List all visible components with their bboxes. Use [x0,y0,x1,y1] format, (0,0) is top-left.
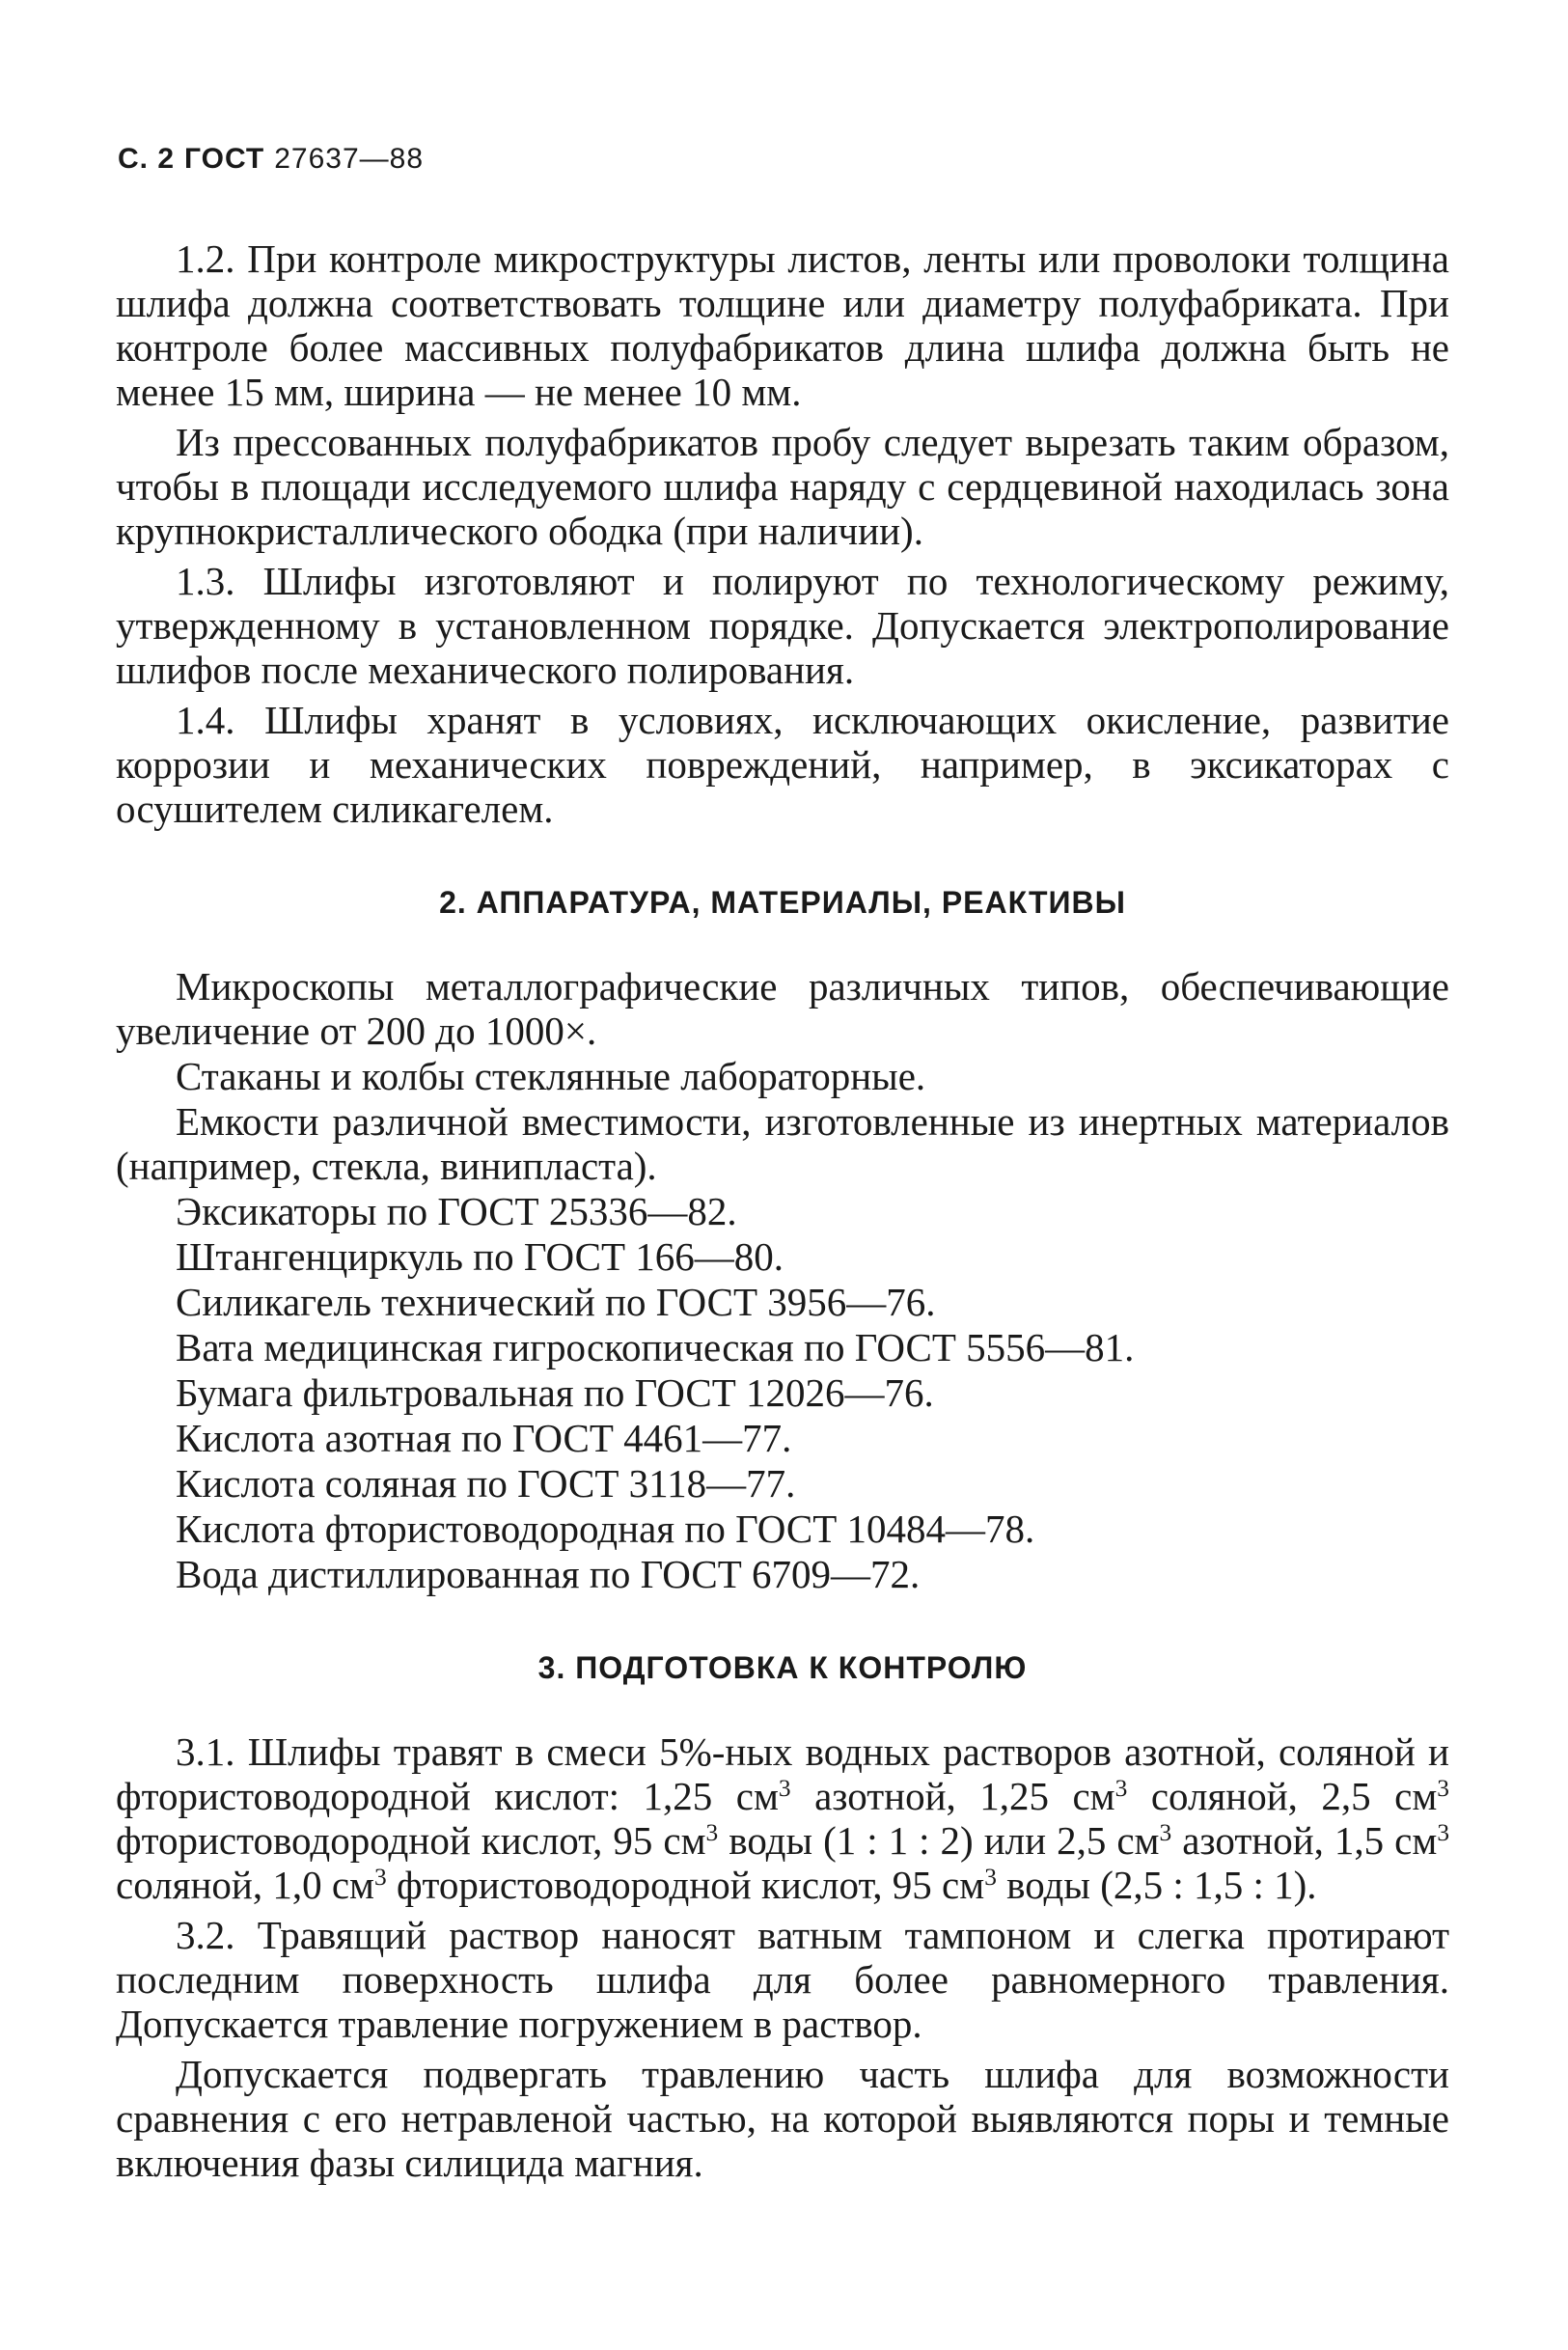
list-item: Кислота фтористоводородная по ГОСТ 10484—78. [176,1507,1035,1551]
paragraph-1-2: 1.2. При контроле микроструктуры листов, ленты или проволоки толщина шлифа должна соответствовать толщине или диаметру полуфабриката. При контроле более массивных полуфабрикатов длина шлифа должна быть не менее 15 мм, ширина — не менее 10 мм. [116,236,1449,414]
paragraph-3-1: 3.1. Шлифы травят в смеси 5%-ных водных растворов азотной, соляной и фтористоводородной кислот: 1,25 $см^3$ азотной, 1,25 $см^3$ соляной, 2,5 $см^3$ фтористоводородной кислот, 95 $см^3$ воды (1 : 1 : 2) или 2,5 $см^3$ азотной, 1,5 $см^3$ соляной, 1,0 $см^3$ фтористоводородной кислот, 95 $см^3$ воды (2,5 : 1,5 : 1). [116,1729,1450,1907]
paragraph-1-4: 1.4. Шлифы хранят в условиях, исключающих окисление, развитие коррозии и механических повреждений, например, в эксикаторах с осушителем силикагелем. [116,698,1449,831]
list-item: Стаканы и колбы стеклянные лабораторные. [176,1054,926,1098]
list-item: Эксикаторы по ГОСТ 25336—82. [176,1189,737,1233]
list-item: Кислота азотная по ГОСТ 4461—77. [176,1416,792,1460]
standard-number: 27637—88 [274,143,425,175]
list-item: Штангенциркуль по ГОСТ 166—80. [176,1234,784,1279]
list-item: Емкости различной вместимости, изготовленные из инертных материалов (например, стекла, винипласта). [116,1099,1449,1188]
standard-label: ГОСТ [184,143,265,175]
page-header [118,143,424,176]
paragraph-pressed-semis: Из прессованных полуфабрикатов пробу следует вырезать таким образом, чтобы в площади исследуемого шлифа наряду с сердцевиной находилась зона крупнокристаллического ободка (при наличии). [116,420,1449,553]
list-item: Вата медицинская гигроскопическая по ГОСТ 5556—81. [176,1325,1135,1369]
section-3-title: 3. ПОДГОТОВКА К КОНТРОЛЮ [537,1650,1028,1685]
list-item: Силикагель технический по ГОСТ 3956—76. [176,1280,936,1324]
equipment-list [116,964,1449,1596]
list-item: Кислота соляная по ГОСТ 3118—77. [176,1461,796,1506]
page-number: С. 2 [118,143,176,175]
paragraph-3-2-note: Допускается подвергать травлению часть шлифа для возможности сравнения с его нетравленой частью, на которой выявляются поры и темные включения фазы силицида магния. [116,2052,1449,2185]
section-2-title: 2. АППАРАТУРА, МАТЕРИАЛЫ, РЕАКТИВЫ [439,885,1126,920]
paragraph-3-2: 3.2. Травящий раствор наносят ватным тампоном и слегка протирают последним поверхность шлифа для более равномерного травления. Допускается травление погружением в раствор. [116,1913,1449,2046]
list-item: Вода дистиллированная по ГОСТ 6709—72. [176,1552,921,1596]
list-item: Бумага фильтровальная по ГОСТ 12026—76. [176,1370,934,1415]
paragraph-1-3: 1.3. Шлифы изготовляют и полируют по технологическому режиму, утвержденному в установленном порядке. Допускается электрополирование шлифов после механического полирования. [116,559,1449,692]
list-item: Микроскопы металлографические различных типов, обеспечивающие увеличение от 200 до 1000×. [116,964,1449,1053]
document-body [116,236,1449,2191]
